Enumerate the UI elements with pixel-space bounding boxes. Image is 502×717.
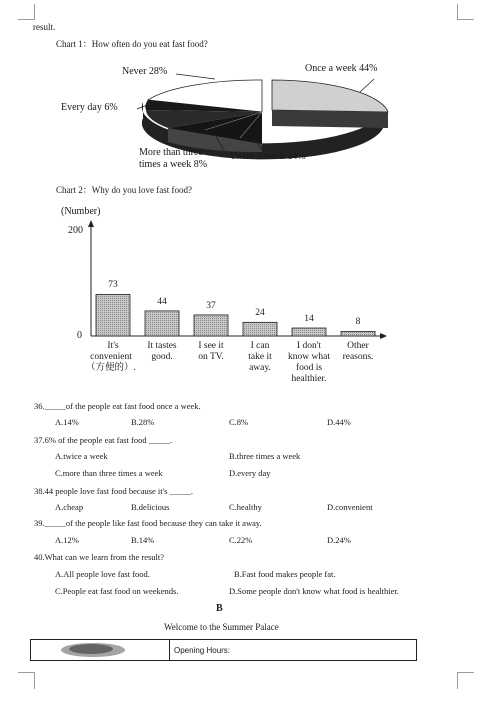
bar-5	[341, 331, 375, 336]
bar-category-label-0-0: It's	[107, 341, 119, 351]
question-40-option-c[interactable]: C.People eat fast food on weekends.	[55, 586, 179, 596]
question-39-stem: 39._____of the people like fast food because they can take it away.	[34, 518, 262, 528]
crop-mark-bottom-right-h	[457, 672, 474, 673]
question-37-option-d[interactable]: D.every day	[229, 468, 271, 478]
question-40-option-a[interactable]: A.All people love fast food.	[55, 569, 150, 579]
section-b-letter: B	[216, 603, 223, 614]
section-b-title: Welcome to the Summer Palace	[164, 622, 279, 632]
bar-category-label-5-0: Other	[347, 341, 369, 351]
bar-value-label-5: 8	[355, 317, 361, 328]
question-36-option-b[interactable]: B.28%	[131, 417, 155, 427]
bar-category-label-3-1: take it	[248, 352, 272, 362]
question-37-option-c[interactable]: C.more than three times a week	[55, 468, 163, 478]
pie-label-every-day: Every day 6%	[61, 102, 118, 113]
opening-hours-table	[30, 639, 417, 661]
bar-category-label-0-2: （方便的）.	[86, 363, 136, 373]
bar-4	[292, 328, 326, 336]
pie-label-more-than-three-2: times a week 8%	[139, 159, 208, 170]
crop-mark-bottom-left-v	[34, 672, 35, 689]
bar-value-label-3: 24	[255, 308, 265, 319]
bar-1	[145, 311, 179, 336]
pie-label-twice: Twice a week 14%	[230, 151, 306, 162]
x-axis-arrow	[380, 333, 387, 339]
bar-0	[96, 294, 130, 336]
bar-category-label-2-0: I see it	[198, 341, 224, 351]
table-cell-opening-hours: Opening Hours:	[170, 640, 417, 661]
question-38-stem: 38.44 people love fast food because it's _____.	[34, 486, 193, 496]
pie-label-more-than-three-1: More than three	[139, 147, 203, 158]
bar-category-label-2-1: on TV.	[198, 352, 224, 362]
chart2-title: Chart 2：Why do you love fast food?	[56, 185, 192, 195]
crop-mark-bottom-left-h	[18, 672, 35, 673]
bar-value-label-4: 14	[304, 314, 314, 325]
question-40-stem: 40.What can we learn from the result?	[34, 552, 165, 562]
bar-value-label-0: 73	[108, 280, 118, 291]
question-39-option-d[interactable]: D.24%	[327, 535, 351, 545]
question-38-option-b[interactable]: B.delicious	[131, 502, 170, 512]
question-40-option-b[interactable]: B.Fast food makes people fat.	[234, 569, 336, 579]
bar-2	[194, 315, 228, 336]
question-37-option-b[interactable]: B.three times a week	[229, 451, 301, 461]
crop-mark-bottom-right-v	[457, 672, 458, 689]
bar-chart-ymax-label: 200	[68, 225, 83, 236]
bar-category-label-4-3: healthier.	[291, 374, 327, 384]
question-36-stem: 36._____of the people eat fast food once a week.	[34, 401, 201, 411]
question-38-option-d[interactable]: D.convenient	[327, 502, 373, 512]
question-40-option-d[interactable]: D.Some people don't know what food is healthier.	[229, 586, 399, 596]
question-39-option-b[interactable]: B.14%	[131, 535, 155, 545]
bar-category-label-1-1: good.	[151, 352, 173, 362]
question-39-option-a[interactable]: A.12%	[55, 535, 79, 545]
bar-value-label-1: 44	[157, 296, 167, 307]
bar-3	[243, 322, 277, 336]
question-36-option-c[interactable]: C.8%	[229, 417, 249, 427]
bar-category-label-4-2: food is	[295, 363, 323, 373]
bar-category-label-0-1: convenient	[90, 352, 132, 362]
question-36-option-a[interactable]: A.14%	[55, 417, 79, 427]
question-37-stem: 37.6% of the people eat fast food _____.	[34, 435, 173, 445]
chart1-title: Chart 1：How often do you eat fast food?	[56, 39, 208, 49]
bar-category-label-1-0: It tastes	[147, 341, 177, 351]
bar-category-label-4-0: I don't	[296, 341, 322, 351]
bar-category-label-4-1: know what	[288, 352, 330, 362]
question-36-option-d[interactable]: D.44%	[327, 417, 351, 427]
pie-label-never: Never 28%	[122, 66, 168, 77]
y-axis-arrow	[88, 220, 94, 227]
question-39-option-c[interactable]: C.22%	[229, 535, 253, 545]
bar-category-label-3-0: I can	[250, 341, 270, 351]
bar-value-label-2: 37	[206, 300, 216, 311]
bar-category-label-5-1: reasons.	[342, 352, 374, 362]
question-38-option-c[interactable]: C.healthy	[229, 502, 262, 512]
intro-text: result.	[33, 22, 56, 32]
bar-chart-zero-label: 0	[77, 330, 82, 341]
bar-category-label-3-2: away.	[249, 363, 271, 373]
bar-chart-ylabel: (Number)	[61, 206, 101, 217]
table-cell-image	[31, 640, 170, 661]
question-37-option-a[interactable]: A.twice a week	[55, 451, 108, 461]
blurred-image-icon	[31, 640, 169, 658]
question-38-option-a[interactable]: A.cheap	[55, 502, 84, 512]
pie-label-once: Once a week 44%	[305, 63, 378, 74]
